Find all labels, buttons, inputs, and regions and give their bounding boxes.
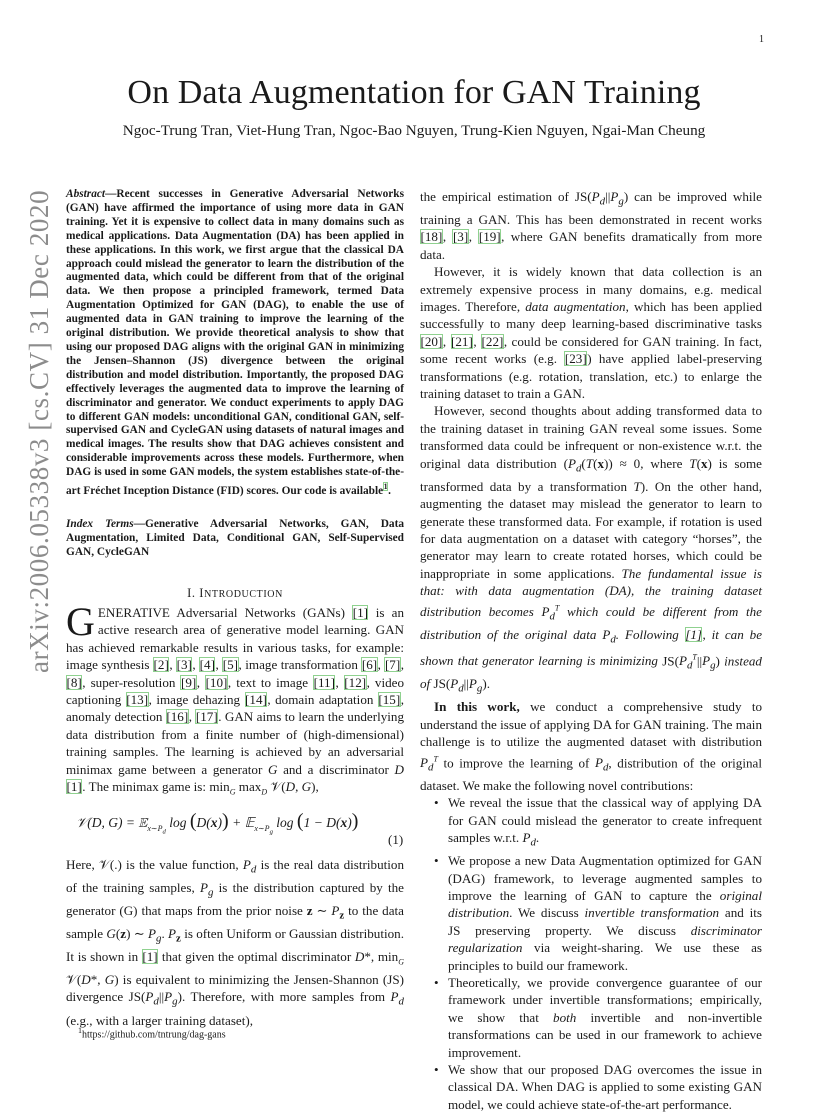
- cite-link[interactable]: [2]: [153, 657, 169, 673]
- abstract: Abstract—Recent successes in Generative Adversarial Networks (GAN) have affirmed the importance of using more data in GAN training. Yet it is expensive to collect data in many domains such as medical applications. Data Augmentation (DA) has been applied in these applications. In this work, we first argue that the classical DA approach could mislead the generator to learn the distribution of the augmented data, which could be different from that of the original data. We then propose a principled framework, termed Data Augmentation Optimized for GAN (DAG), to enable the use of augmented data in GAN training to improve the learning of the original distribution. We provide theoretical analysis to show that using our proposed DAG aligns with the original GAN in minimizing the Jensen–Shannon (JS) divergence between the original distribution and model distribution. Importantly, the proposed DAG effectively leverages the augmented data to improve the learning of discriminator and generator. We conduct experiments to apply DAG to different GAN models: unconditional GAN, conditional GAN, self-supervised GAN and CycleGAN using datasets of natural images and medical images. The results show that DAG achieves consistent and considerable improvements across these models. Furthermore, when DAG is used in some GAN models, the system establishes state-of-the-art Fréchet Inception Distance (FID) scores. Our code is available$^1$.: [66, 188, 404, 497]
- cite-link[interactable]: [13]: [126, 692, 149, 708]
- index-terms-label: Index Terms: [66, 518, 134, 530]
- arxiv-watermark: arXiv:2006.05338v3 [cs.CV] 31 Dec 2020: [24, 189, 54, 673]
- equation-1: 𝒱(D, G) = 𝔼$_{x\sim P_d}$ log (D(x)) + 𝔼$_{x\sim P_g}$ log (1 − D(x)): [76, 810, 359, 836]
- cite-link[interactable]: [12]: [344, 674, 367, 690]
- right-p1: the empirical estimation of $JS(P_d||P_g)$ can be improved while training a GAN. This has been demonstrated in recent works [18], [3], [19], where GAN benefits dramatically from more data.: [420, 189, 763, 262]
- cite-link[interactable]: [16]: [166, 709, 189, 725]
- equation-number: (1): [388, 832, 404, 847]
- right-column: [420, 188, 762, 1113]
- index-terms-text: —Generative Adversarial Networks, GAN, Data Augmentation, Limited Data, Conditional GAN, Self-Supervised GAN, CycleGAN: [66, 518, 405, 558]
- cite-link[interactable]: [1]: [685, 626, 702, 642]
- footnote-url[interactable]: https://github.com/tntrung/dag-gans: [82, 1029, 226, 1041]
- cite-link[interactable]: [20]: [420, 333, 443, 349]
- paper-title: On Data Augmentation for GAN Training: [127, 74, 701, 111]
- index-terms: [66, 518, 404, 560]
- cite-link[interactable]: [6]: [361, 657, 378, 673]
- cite-link[interactable]: [1]: [142, 949, 158, 965]
- dropcap: G: [66, 599, 95, 644]
- abstract-text: —Recent successes in Generative Adversarial Networks (GAN) have affirmed the importance of using more data in GAN training. Yet it is expensive to collect data in many domains such as medical applications. Data Augmentation (DA) has been applied in these applications. In this work, we first argue that the classical DA approach could mislead the generator to learn the distribution of the augmented data, which could be different from that of the original data. We then propose a principled framework, termed Data Augmentation Optimized for GAN (DAG), to enable the use of augmented data in GAN training to improve the learning of the original distribution. We provide theoretical analysis to show that using our proposed DAG aligns with the original GAN in minimizing the Jensen–Shannon (JS) divergence between the original distribution and model distribution. Importantly, the proposed DAG effectively leverages the augmented data to improve the learning of discriminator and generator. We conduct experiments to apply DAG to different GAN models: unconditional GAN, conditional GAN, self-supervised GAN and CycleGAN using datasets of natural images and medical images. The results show that DAG achieves consistent and considerable improvements across these models. Furthermore, when DAG is used in some GAN models, the system establishes state-of-the-art Fréchet Inception Distance (FID) scores. Our code is available: [66, 188, 404, 497]
- list-item: • We reveal the issue that the classical way of applying DA for GAN could mislead the generator to create infrequent samples w.r.t. $P_d$.: [420, 794, 762, 852]
- cite-link[interactable]: [7]: [384, 657, 401, 673]
- list-item: • We show that our proposed DAG overcomes the issue in classical DA. When DAG is applied to some existing GAN model, we could achieve state-of-the-art performance.: [420, 1061, 762, 1113]
- right-p2: However, it is widely known that data collection is an extremely expensive process in many domains, e.g. medical images. Therefore, data augmentation, which has been applied successfully to many deep learning-based discriminative tasks [20], [21], [22], could be considered for GAN training. In fact, some recent works (e.g. [23]) have applied label-preserving transformations (e.g. rotation, translation, etc.) to enlarge the training dataset to train a GAN.: [420, 264, 762, 402]
- list-item: • We propose a new Data Augmentation optimized for GAN (DAG) framework, to leverage augmented samples to improve the learning of GAN to capture the original distribution. We discuss invertible transformation and its JS preserving property. We discuss discriminator regularization via weight-sharing. We use these as principles to build our framework.: [420, 852, 762, 974]
- cite-link[interactable]: [23]: [564, 351, 587, 367]
- footnote-ref[interactable]: 1: [383, 482, 388, 492]
- cite-link[interactable]: [18]: [420, 229, 443, 245]
- cite-link[interactable]: [14]: [245, 692, 267, 708]
- intro-paragraph-1: [66, 599, 405, 801]
- cite-link[interactable]: [9]: [180, 674, 197, 690]
- abstract-label: Abstract: [66, 188, 106, 200]
- section-heading: I. INTRODUCTION: [187, 586, 283, 600]
- cite-link[interactable]: [11]: [313, 674, 335, 690]
- right-p3: However, second thoughts about adding transformed data to the training dataset in training GAN reveal some issues. Some transformed data could be infrequent or non-existence w.r.t. the original data distribution ($P_d(T(x)) \approx 0$, where T(x) is some transformed data by a transformation T). On the other hand, augmenting the dataset may mislead the generator to learn to generate these transformed data. For example, if rotation is used for data augmentation on a dataset with category “horses”, the generator may learn to create rotated horses, which could be inappropriate in some applications. The fundamental issue is that: with data augmentation (DA), the training dataset distribution becomes $P_d^T$ which could be different from the distribution of the original data $P_d$. Following [1], it can be shown that generator learning is minimizing $JS(P_d^T||P_g)$ instead of $JS(P_d||P_g)$.: [420, 403, 763, 695]
- cite-link[interactable]: [5]: [222, 657, 238, 673]
- cite-link[interactable]: [3]: [452, 229, 469, 245]
- cite-link[interactable]: [19]: [478, 229, 501, 245]
- cite-link[interactable]: [15]: [378, 692, 401, 708]
- cite-link[interactable]: [8]: [66, 674, 82, 690]
- intro-p1-text: ENERATIVE Adversarial Networks (GANs) [1] is an active research area of generative model learning. GAN has achieved remarkable results in various tasks, for example: image synthesis [2], [3], [4], [5], image transformation [6], [7], [8], super-resolution [9], [10], text to image [11], [12], video captioning [13], image dehazing [14], domain adaptation [15], anomaly detection [16], [17]. GAN aims to learn the underlying data distribution from a finite number of (high-dimensional) training samples. The learning is achieved by an adversarial minimax game between a generator G and a discriminator D [1]. The minimax game is: $\min_G \max_D$ 𝒱(D, G),: [66, 605, 405, 797]
- cite-link[interactable]: [1]: [352, 605, 368, 620]
- right-p4: In this work, we conduct a comprehensive study to understand the issue of applying DA for GAN training. The main challenge is to utilize the augmented dataset with distribution $P_d^T$ to improve the learning of $P_d$, distribution of the original dataset. We make the following novel contributions:: [420, 699, 762, 793]
- contributions-list: [420, 794, 762, 1113]
- cite-link[interactable]: [17]: [195, 709, 218, 725]
- list-item: • Theoretically, we provide convergence guarantee of our framework under invertible transformations; empirically, we show that both invertible and non-invertible transformations can be used in our framework to achieve improvement.: [420, 974, 762, 1061]
- paper-authors: Ngoc-Trung Tran, Viet-Hung Tran, Ngoc-Bao Nguyen, Trung-Kien Nguyen, Ngai-Man Cheung: [122, 122, 706, 139]
- cite-link[interactable]: [3]: [176, 657, 192, 673]
- cite-link[interactable]: [1]: [66, 779, 82, 795]
- cite-link[interactable]: [4]: [199, 657, 215, 673]
- intro-paragraph-2: Here, 𝒱(.) is the value function, $P_d$ is the real data distribution of the training samples, $P_g$ is the distribution captured by the generator (G) that maps from the prior noise z ∼ $P_z$ to the data sample G(z) ∼ $P_g$. $P_z$ is often Uniform or Gaussian distribution. It is shown in [1] that given the optimal discriminator D*, $\min_G$ 𝒱(D*, G) is equivalent to minimizing the Jensen-Shannon (JS) divergence $JS(P_d||P_g)$. Therefore, with more samples from $P_d$ (e.g., with a larger training dataset),: [66, 857, 405, 1028]
- in-this-work-label: In this work,: [434, 699, 520, 715]
- page-number: 1: [759, 34, 764, 45]
- footnote: $^1$https://github.com/tntrung/dag-gans: [78, 1026, 226, 1041]
- cite-link[interactable]: [21]: [451, 333, 473, 349]
- cite-link[interactable]: [10]: [205, 674, 228, 690]
- cite-link[interactable]: [22]: [481, 333, 504, 349]
